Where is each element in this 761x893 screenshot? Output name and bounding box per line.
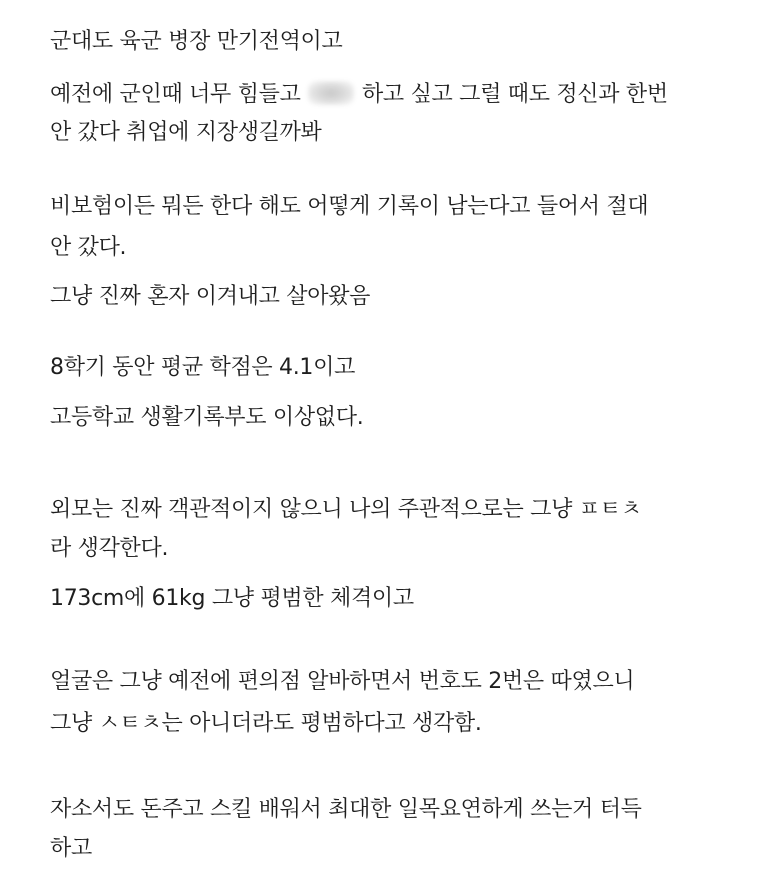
text-line: 얼굴은 그냥 예전에 편의점 알바하면서 번호도 2번은 따였으니 [50,669,635,694]
text-segment: 예전에 군인때 너무 힘들고 [50,82,301,107]
text-line: 안 갔다. [50,235,127,260]
text-line: 비보험이든 뭐든 한다 해도 어떻게 기록이 남는다고 들어서 절대 [50,194,649,219]
text-line [50,80,668,110]
text-line: 그냥 ㅅㅌㅊ는 아니더라도 평범하다고 생각함. [50,711,482,736]
text-line: 안 갔다 취업에 지장생길까봐 [50,120,322,145]
text-line: 자소서도 돈주고 스킬 배워서 최대한 일목요연하게 쓰는거 터득 [50,797,642,822]
text-line: 고등학교 생활기록부도 이상없다. [50,405,364,430]
text-line: 그냥 진짜 혼자 이겨내고 살아왔음 [50,284,371,309]
text-line: 라 생각한다. [50,536,169,561]
censored-blur [308,81,354,105]
text-line: 군대도 육군 병장 만기전역이고 [50,29,343,54]
text-line: 외모는 진짜 객관적이지 않으니 나의 주관적으로는 그냥 ㅍㅌㅊ [50,497,642,522]
text-segment: 하고 싶고 그럴 때도 정신과 한번 [361,82,668,107]
text-line: 하고 [50,836,92,861]
text-line: 173cm에 61kg 그냥 평범한 체격이고 [50,586,414,611]
text-line: 8학기 동안 평균 학점은 4.1이고 [50,355,356,380]
